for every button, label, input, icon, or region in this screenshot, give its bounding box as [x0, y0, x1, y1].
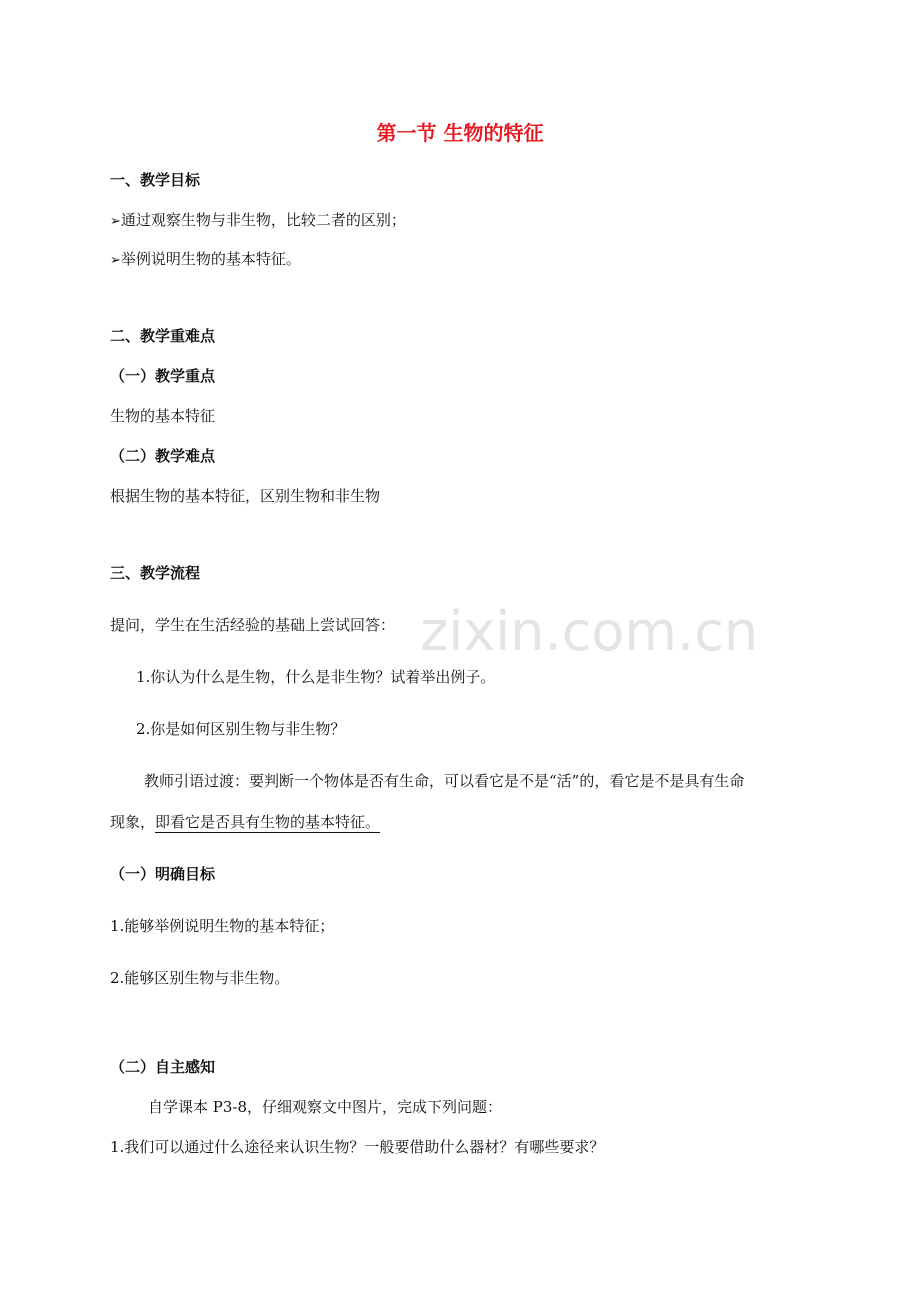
- self-study-instruction: 自学课本 P3-8，仔细观察文中图片，完成下列问题：: [148, 1098, 503, 1116]
- key-point-subheading: （一）教学重点: [110, 367, 216, 385]
- watermark: zixin.com.cn: [420, 600, 759, 663]
- transition-line-1: 教师引语过渡：要判断一个物体是否有生命，可以看它是不是“活”的，看它是不是具有生命: [144, 772, 745, 790]
- transition-line-2: [110, 812, 380, 832]
- objective-text-2: 举例说明生物的基本特征。: [120, 250, 301, 268]
- transition-line-2-start: 现象，: [110, 813, 156, 831]
- page-title: 第一节 生物的特征: [376, 121, 544, 145]
- section-3-heading: 三、教学流程: [110, 564, 201, 582]
- difficulty-text: 根据生物的基本特征，区别生物和非生物: [110, 487, 381, 505]
- bullet-arrow-icon: ➢: [110, 214, 121, 229]
- clear-goals-subheading: （一）明确目标: [110, 865, 216, 883]
- underlined-phrase: 即看它是否具有生物的基本特征。: [155, 813, 381, 831]
- section-1-heading: 一、教学目标: [110, 171, 201, 189]
- question-1: 1.你认为什么是生物，什么是非生物？试着举出例子。: [136, 668, 496, 686]
- goal-1: 1.能够举例说明生物的基本特征；: [110, 917, 335, 935]
- question-2: 2.你是如何区别生物与非生物？: [136, 720, 346, 738]
- task-1: 1.我们可以通过什么途径来认识生物？一般要借助什么器材？有哪些要求？: [110, 1138, 605, 1156]
- difficulty-subheading: （二）教学难点: [110, 447, 216, 465]
- objective-item-1: [110, 210, 406, 232]
- goal-2: 2.能够区别生物与非生物。: [110, 969, 290, 987]
- objective-item-2: [110, 249, 301, 271]
- intro-question: 提问，学生在生活经验的基础上尝试回答：: [110, 616, 396, 634]
- bullet-arrow-icon: ➢: [110, 253, 121, 268]
- self-perception-subheading: （二）自主感知: [110, 1058, 216, 1076]
- section-2-heading: 二、教学重难点: [110, 327, 216, 345]
- key-point-text: 生物的基本特征: [110, 407, 216, 425]
- objective-text-1: 通过观察生物与非生物，比较二者的区别；: [120, 211, 406, 229]
